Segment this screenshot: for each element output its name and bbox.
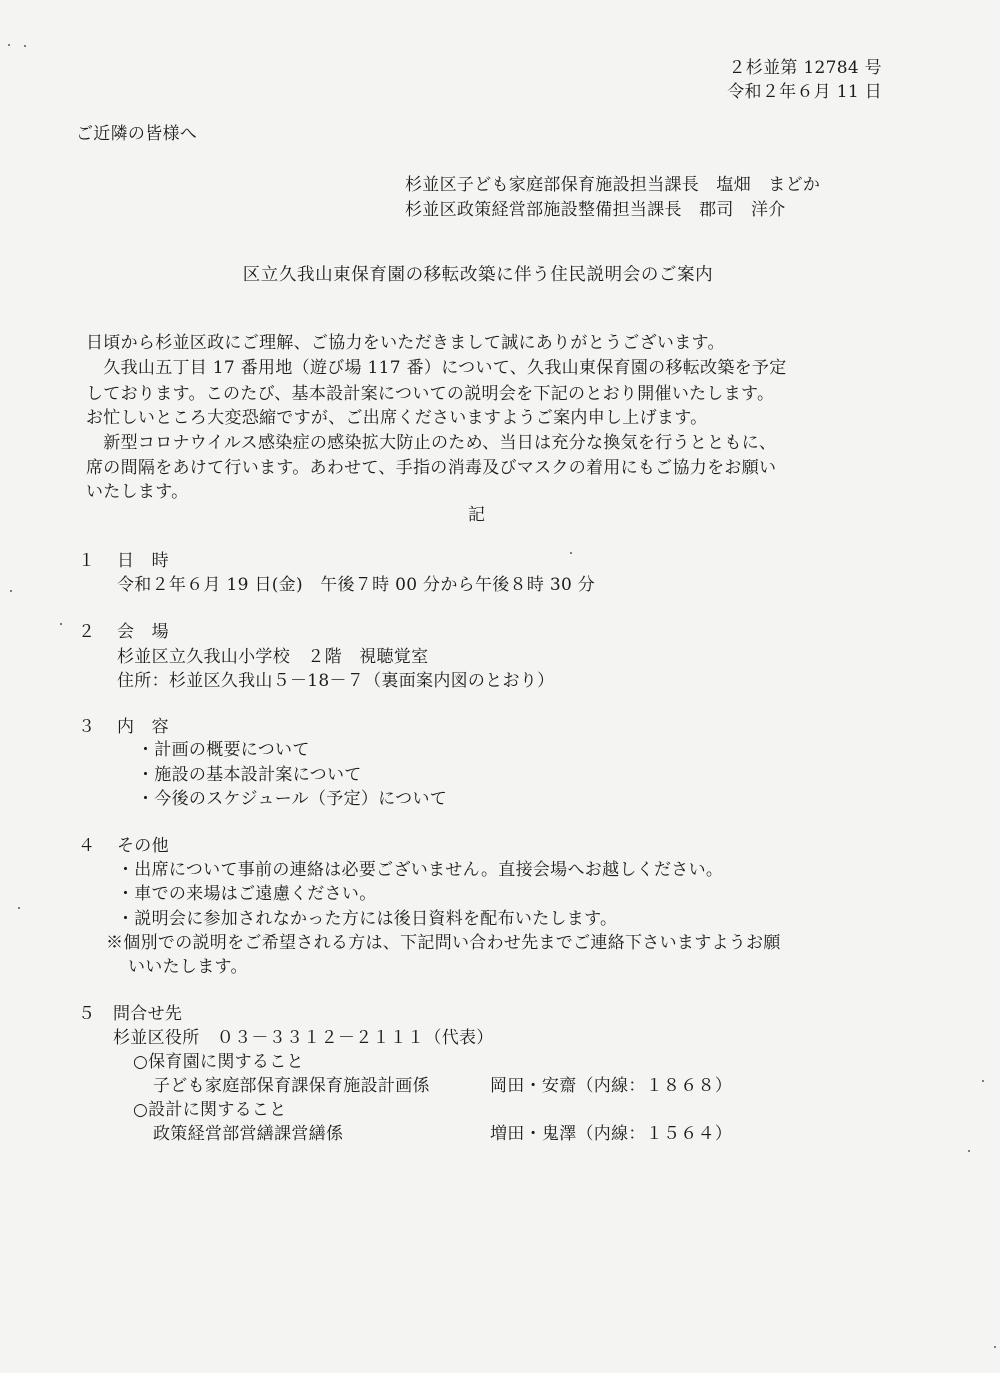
sender-2: 杉並区政策経営部施設整備担当課長 郡司 洋介: [405, 200, 786, 220]
document-date: 令和２年６月 11 日: [727, 82, 882, 102]
section-number: ４: [78, 836, 96, 856]
contact-person: 岡田・安齋（内線：１８６８）: [490, 1076, 733, 1096]
section-heading: 問合せ先: [113, 1004, 183, 1024]
addressee: ご近隣の皆様へ: [76, 124, 198, 144]
body-line: お忙しいところ大変恐縮ですが、ご出席くださいますようご案内申し上げます。: [86, 408, 708, 428]
sender-1: 杉並区子ども家庭部保育施設担当課長 塩畑 まどか: [405, 175, 821, 195]
section-line: ・説明会に参加されなかった方には後日資料を配布いたします。: [117, 909, 618, 929]
scan-speck: [8, 44, 10, 46]
section-number: ３: [78, 717, 96, 737]
contact-person: 増田・鬼澤（内線：１５６４）: [490, 1124, 733, 1144]
contact-group-heading: ○保育園に関すること: [133, 1052, 304, 1072]
scan-speck: [10, 590, 12, 592]
body-line: 新型コロナウイルス感染症の感染拡大防止のため、当日は充分な換気を行うとともに、: [86, 433, 777, 453]
section-heading: 内 容: [117, 717, 169, 737]
section-line: ・計画の概要について: [137, 740, 310, 760]
scan-speck: [994, 1346, 996, 1348]
body-line: いたします。: [86, 482, 189, 502]
section-line: ※個別での説明をご希望される方は、下記問い合わせ先までご連絡下さいますようお願: [106, 933, 781, 953]
section-number: ５: [78, 1004, 96, 1024]
ki-mark: 記: [468, 505, 486, 525]
section-line: いいたします。: [128, 957, 248, 977]
section-line: ・車での来場はご遠慮ください。: [117, 884, 377, 904]
section-line: 住所：杉並区久我山５－18－７（裏面案内図のとおり）: [117, 671, 555, 691]
scan-speck: [982, 1080, 984, 1082]
scan-speck: [24, 45, 26, 47]
section-line: ・今後のスケジュール（予定）について: [137, 789, 448, 809]
document-number: ２杉並第 12784 号: [728, 58, 882, 78]
contact-group-heading: ○設計に関すること: [133, 1100, 287, 1120]
section-line: 杉並区立久我山小学校 ２階 視聴覚室: [117, 647, 429, 667]
contact-dept: 子ども家庭部保育課保育施設計画係: [153, 1076, 430, 1096]
section-heading: その他: [117, 836, 169, 856]
section-heading: 日 時: [117, 551, 169, 571]
section-heading: 会 場: [117, 622, 169, 642]
scan-speck: [18, 907, 20, 909]
section-number: １: [78, 551, 96, 571]
scan-speck: [570, 552, 572, 554]
section-line: ・施設の基本設計案について: [137, 765, 362, 785]
body-line: 日頃から杉並区政にご理解、ご協力をいただきまして誠にありがとうございます。: [86, 333, 725, 353]
contact-office: 杉並区役所 ０３－３３１２－２１１１（代表）: [113, 1028, 494, 1048]
document-title: 区立久我山東保育園の移転改築に伴う住民説明会のご案内: [242, 265, 714, 285]
body-line: 久我山五丁目 17 番用地（遊び場 117 番）について、久我山東保育園の移転改築を予定: [86, 358, 787, 378]
scan-speck: [60, 623, 62, 625]
body-line: しております。このたび、基本設計案についての説明会を下記のとおり開催いたします。: [86, 384, 775, 404]
section-line: 令和２年６月 19 日(金) 午後７時 00 分から午後８時 30 分: [117, 575, 596, 595]
scan-speck: [968, 1150, 970, 1152]
section-number: ２: [78, 622, 96, 642]
section-line: ・出席について事前の連絡は必要ございません。直接会場へお越しください。: [117, 860, 724, 880]
body-line: 席の間隔をあけて行います。あわせて、手指の消毒及びマスクの着用にもご協力をお願い: [86, 458, 777, 478]
contact-dept: 政策経営部営繕課営繕係: [153, 1124, 344, 1144]
